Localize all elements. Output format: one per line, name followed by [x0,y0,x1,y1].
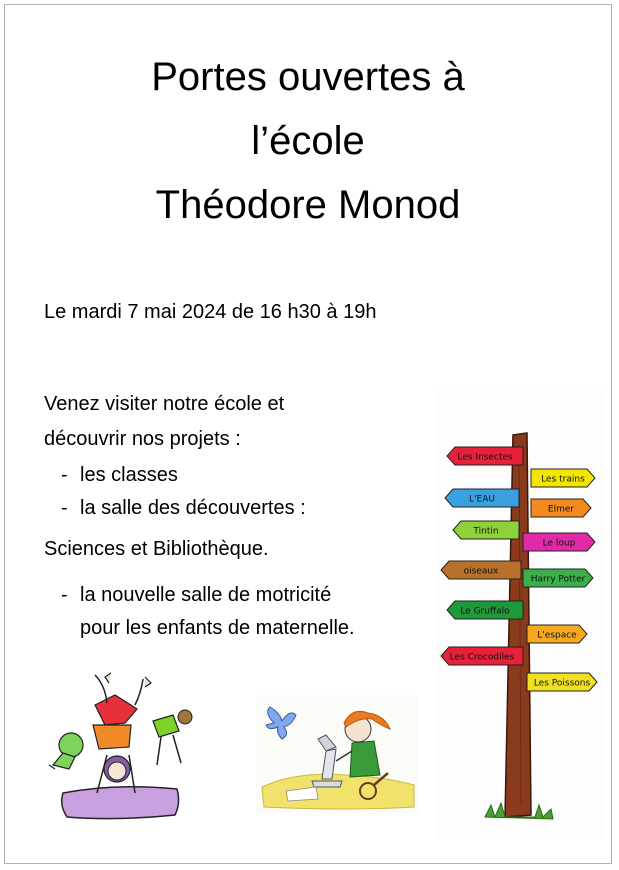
signpost-sign-label: Harry Potter [530,574,586,585]
visit-list [61,459,306,525]
signpost-sign [453,521,519,539]
signpost-sign [523,533,595,551]
signpost-sign [531,469,595,487]
title-line-2: l’école [251,119,365,163]
signpost-sign-label: Elmer [547,504,575,515]
signpost-sign [527,625,587,643]
list-dash: - [61,497,68,519]
gymnastics-kids-illustration [45,665,200,825]
list-item-discovery-room: la salle des découvertes : [80,497,306,519]
signpost-sign [445,489,519,507]
signpost-sign [441,647,523,665]
signpost-sign [531,499,591,517]
list-item [61,459,306,492]
list-item-motricity-line-2: pour les enfants de maternelle. [80,617,355,639]
signpost-illustration [435,385,603,840]
signpost-sign-label: L'EAU [469,494,495,505]
signpost-sign [441,561,521,579]
list-item-motricity-line-1: la nouvelle salle de motricité [80,584,332,606]
list-item [61,579,355,612]
signpost-sign-label: L'espace [537,630,577,641]
event-date: Le mardi 7 mai 2024 de 16 h30 à 19h [44,301,377,323]
signpost-sign [447,601,523,619]
science-kid-illustration [256,695,418,813]
signpost-sign [447,447,523,465]
signpost-sign-label: Les Insectes [457,452,513,463]
sciences-line: Sciences et Bibliothèque. [44,538,269,560]
title-line-1: Portes ouvertes à [151,55,465,99]
signpost-sign [523,569,593,587]
signpost-sign-label: Tintin [473,526,499,537]
signpost-sign [527,673,597,691]
intro-line-1: Venez visiter notre école et [44,393,285,415]
list-dash: - [61,464,68,486]
motricity-list [61,579,355,645]
signpost-sign-label: Les trains [541,474,585,485]
signpost-sign-label: Le loup [542,538,576,549]
signpost-sign-label: oiseaux [463,566,499,577]
document-page [4,4,612,864]
signpost-sign-label: Les Poissons [533,678,591,689]
title-line-3: Théodore Monod [155,183,461,227]
intro-line-2: découvrir nos projets : [44,428,241,450]
list-item-classes: les classes [80,464,178,486]
list-dash: - [61,584,68,606]
signpost-sign-label: Les Crocodiles [449,652,515,663]
signpost-sign-label: Le Gruffalo [460,606,510,617]
intro-text [44,387,284,457]
page-title [5,47,611,239]
list-item [61,492,306,525]
